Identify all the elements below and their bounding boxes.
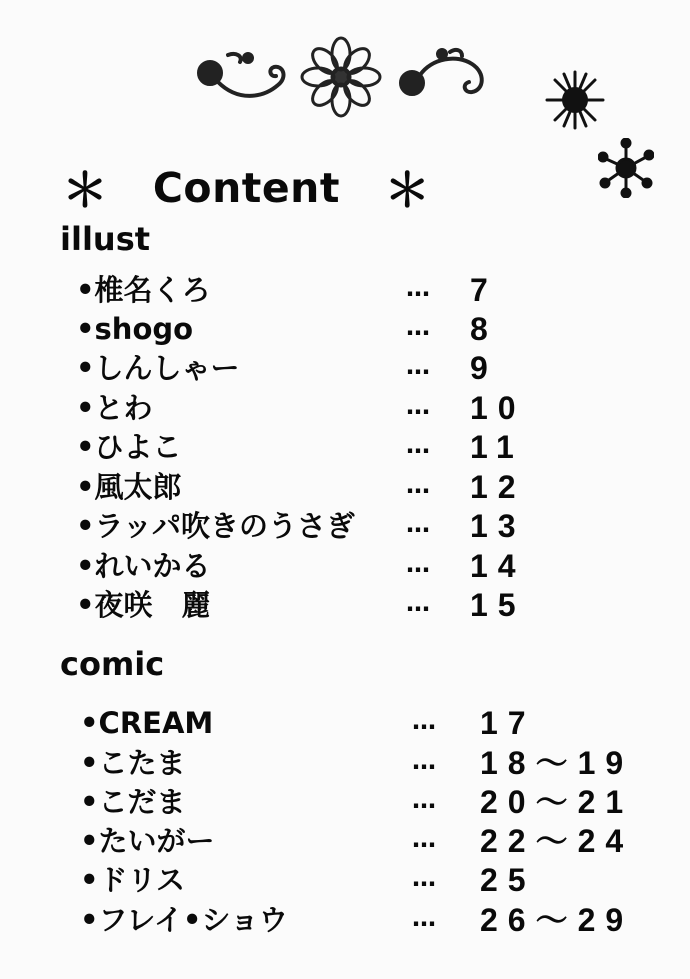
list-item	[80, 902, 640, 938]
entry-name: •shogo	[76, 312, 194, 346]
entry-name: •とわ	[76, 391, 153, 425]
page-number: 12	[470, 469, 526, 505]
page-number: 20〜21	[480, 784, 634, 820]
entry-name: •こだま	[80, 785, 186, 819]
entry-name: •しんしゃー	[76, 351, 240, 385]
list-item	[80, 705, 640, 741]
page-number: 17	[480, 705, 536, 741]
list-item	[80, 784, 640, 820]
leader-dots: …	[406, 392, 431, 420]
list-item	[76, 548, 636, 584]
list-item	[76, 429, 636, 465]
leader-dots: …	[406, 431, 431, 459]
list-item	[76, 469, 636, 505]
leader-dots: …	[406, 352, 431, 380]
entry-name: •こたま	[80, 746, 186, 780]
page-number: 13	[470, 508, 526, 544]
leader-dots: …	[406, 510, 431, 538]
leader-dots: …	[412, 786, 437, 814]
list-item	[76, 587, 636, 623]
entry-name: •椎名くろ	[76, 273, 211, 307]
page-number: 10	[470, 390, 526, 426]
list-item	[80, 862, 640, 898]
section-title-illust: illust	[60, 220, 151, 258]
leader-dots: …	[412, 825, 437, 853]
leader-dots: …	[406, 274, 431, 302]
entry-name: •風太郎	[76, 470, 182, 504]
list-item	[76, 508, 636, 544]
entry-name: •ひよこ	[76, 430, 182, 464]
entry-name: •フレイ•ショウ	[80, 903, 288, 937]
leader-dots: …	[406, 589, 431, 617]
entry-name: •ラッパ吹きのうさぎ	[76, 509, 355, 543]
page-number: 14	[470, 548, 526, 584]
leader-dots: …	[406, 471, 431, 499]
list-item	[76, 311, 636, 347]
entry-name: •ドリス	[80, 863, 185, 897]
list-item	[76, 350, 636, 386]
leader-dots: …	[406, 550, 431, 578]
page-title	[62, 150, 431, 216]
swirl-left-icon	[188, 40, 308, 110]
section-title-comic: comic	[60, 645, 165, 683]
page-number: 22〜24	[480, 823, 634, 859]
sunburst-icon	[540, 68, 610, 132]
entry-name: •れいかる	[76, 549, 211, 583]
asterisk-right-icon: ＊	[384, 163, 431, 217]
leader-dots: …	[412, 864, 437, 892]
leader-dots: …	[412, 747, 437, 775]
list-item	[80, 823, 640, 859]
list-item	[80, 745, 640, 781]
page-number: 18〜19	[480, 745, 634, 781]
leader-dots: …	[412, 707, 437, 735]
leader-dots: …	[412, 904, 437, 932]
flower-icon	[298, 34, 384, 120]
asterisk-left-icon: ＊	[62, 163, 109, 217]
page-number: 9	[470, 350, 498, 386]
page-number: 15	[470, 587, 526, 623]
page-number: 8	[470, 311, 498, 347]
page-number: 26〜29	[480, 902, 634, 938]
entry-name: •たいがー	[80, 824, 215, 858]
list-item	[76, 390, 636, 426]
list-item	[76, 272, 636, 308]
entry-name: •夜咲 麗	[76, 588, 211, 622]
title-text: Content	[152, 164, 340, 212]
page-number: 25	[480, 862, 536, 898]
page-number: 11	[470, 429, 524, 465]
swirl-right-icon	[392, 40, 502, 110]
spark-icon	[598, 138, 654, 198]
leader-dots: …	[406, 313, 431, 341]
entry-name: •CREAM	[80, 706, 214, 740]
page-number: 7	[470, 272, 498, 308]
